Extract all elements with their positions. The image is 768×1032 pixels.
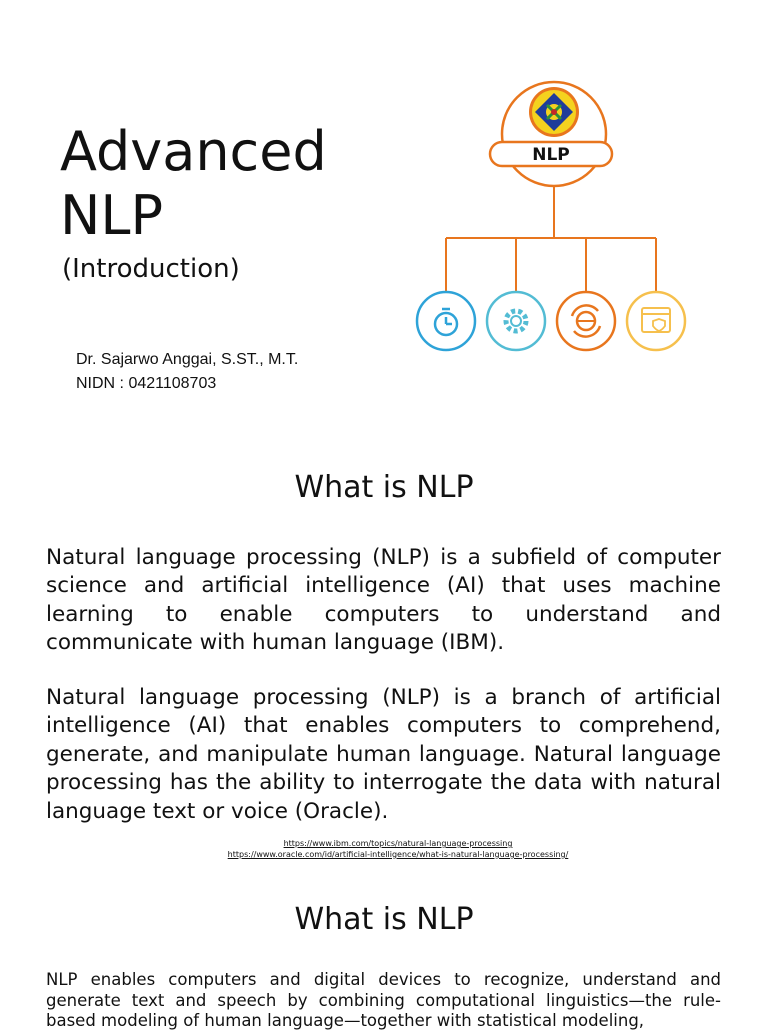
slide-title bbox=[60, 120, 327, 248]
nlp-description: NLP enables computers and digital devices to recognize, understand and generate text and speech by combining computational linguistics—the rule-based modeling of human language—together with statistical modeling, bbox=[46, 970, 721, 1030]
title-line-1: Advanced bbox=[60, 120, 327, 183]
author-nidn: NIDN : 0421108703 bbox=[76, 375, 217, 392]
globe-refresh-icon bbox=[557, 292, 615, 350]
what-is-nlp-slide bbox=[0, 440, 768, 872]
diagram-connectors bbox=[446, 186, 656, 292]
reference-links bbox=[200, 838, 596, 860]
title-slide bbox=[0, 0, 768, 432]
author-name: Dr. Sajarwo Anggai, S.ST., M.T. bbox=[76, 351, 299, 368]
nlp-diagram bbox=[410, 78, 700, 358]
author-block bbox=[76, 348, 298, 396]
slide-heading: What is NLP bbox=[294, 902, 474, 937]
what-is-nlp-slide-2 bbox=[0, 872, 768, 1030]
stopwatch-icon bbox=[417, 292, 475, 350]
definition-oracle: Natural language processing (NLP) is a branch of artificial intelligence (AI) that enables computers to comprehend, generate, and manipulate human language. Natural language processing has the ability to interrogate the data with natural language text or voice (Oracle). bbox=[46, 685, 721, 824]
university-logo-icon bbox=[529, 87, 579, 137]
title-line-2: NLP bbox=[60, 184, 164, 247]
hub-label: NLP bbox=[532, 145, 570, 165]
slide-subtitle: (Introduction) bbox=[62, 254, 240, 284]
reference-link-oracle[interactable]: https://www.oracle.com/id/artificial-intelligence/what-is-natural-language-processing/ bbox=[227, 850, 569, 859]
slide-heading: What is NLP bbox=[294, 470, 474, 505]
reference-link-ibm[interactable]: https://www.ibm.com/topics/natural-language-processing bbox=[283, 839, 513, 848]
definition-ibm: Natural language processing (NLP) is a subfield of computer science and artificial intelligence (AI) that uses machine learning to enable computers to understand and communicate with human language (IBM). bbox=[46, 545, 721, 656]
gear-icon bbox=[487, 292, 545, 350]
browser-shield-icon bbox=[627, 292, 685, 350]
